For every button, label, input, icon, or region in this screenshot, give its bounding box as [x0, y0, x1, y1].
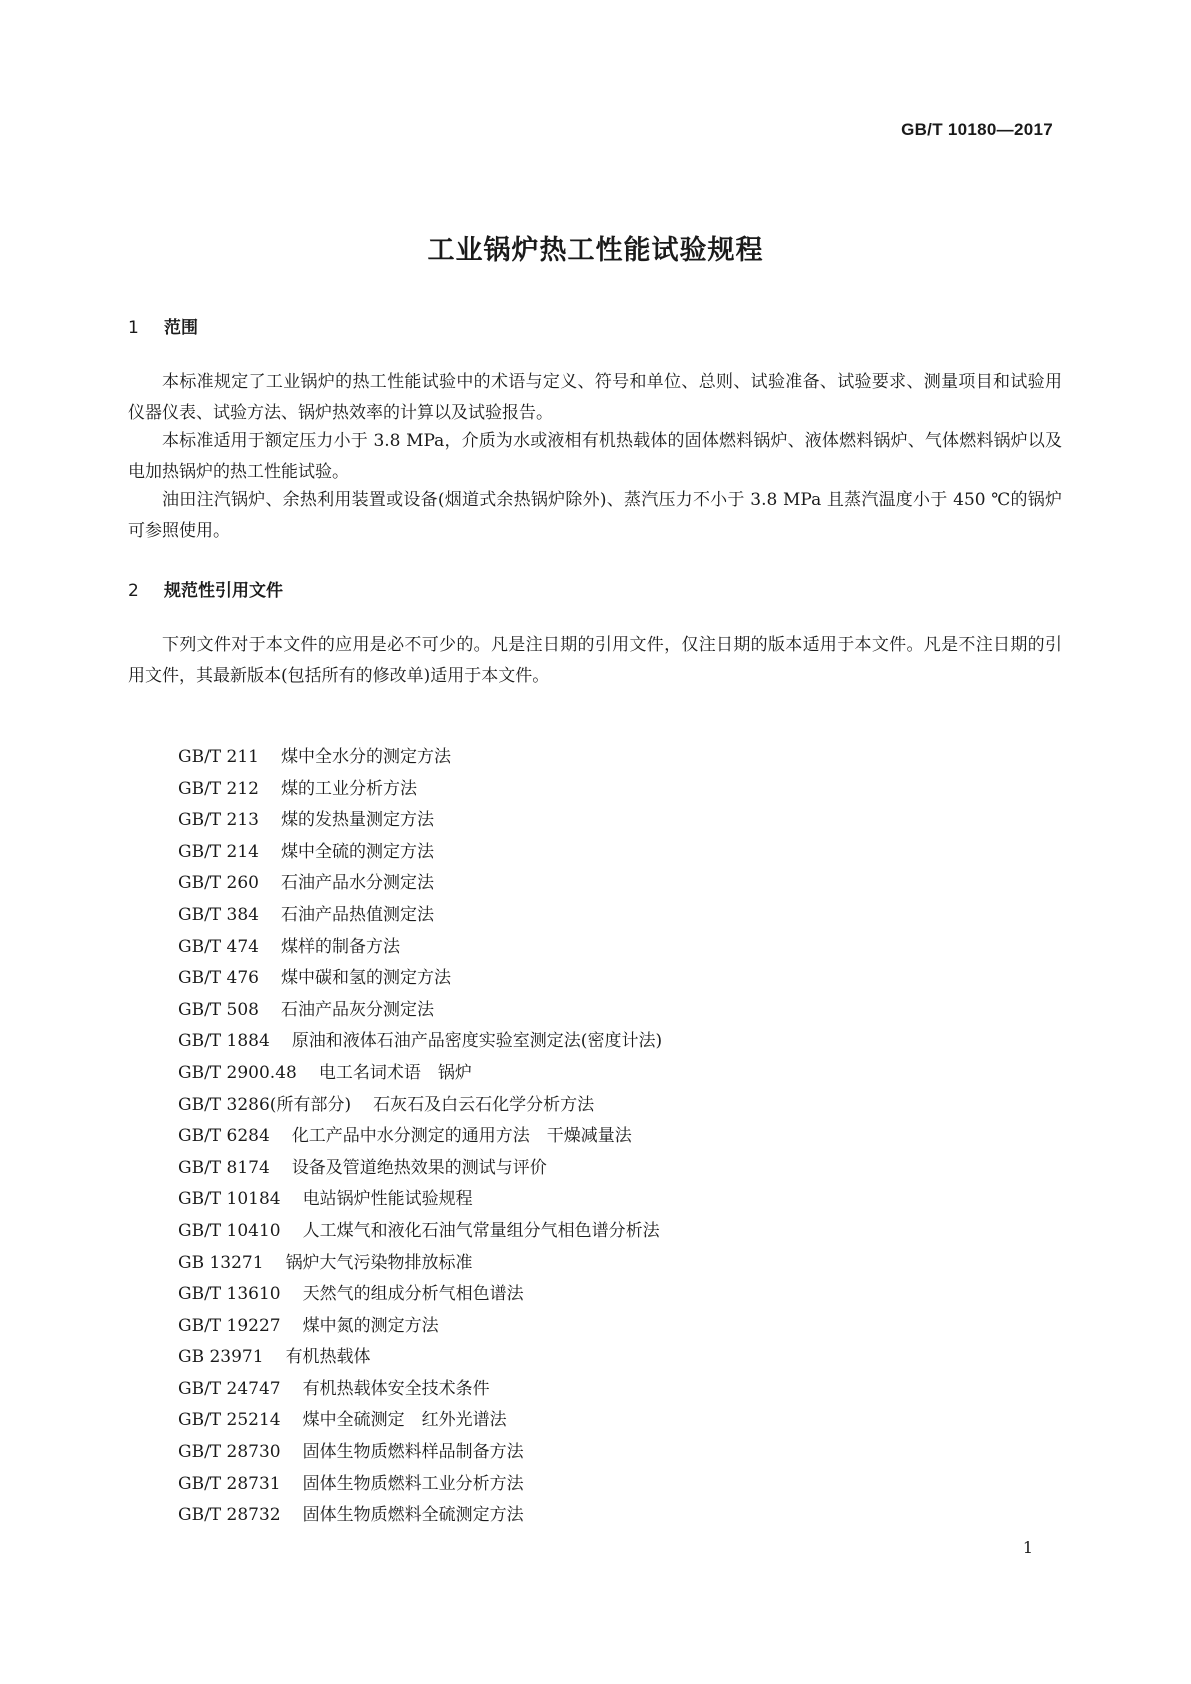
scope-paragraph: 本标准适用于额定压力小于 3.8 MPa，介质为水或液相有机热载体的固体燃料锅炉、液体燃料锅炉、气体燃料锅炉以及电加热锅炉的热工性能试验。 — [128, 431, 1062, 482]
reference-title: 固体生物质燃料全硫测定方法 — [302, 1505, 524, 1526]
reference-item — [178, 837, 662, 869]
reference-code: GB 13271 — [178, 1252, 264, 1273]
reference-item — [178, 1216, 662, 1248]
reference-title: 化工产品中水分测定的通用方法 干燥减量法 — [291, 1126, 632, 1147]
reference-title: 天然气的组成分析气相色谱法 — [302, 1284, 524, 1305]
reference-item — [178, 900, 662, 932]
reference-item — [178, 1342, 662, 1374]
reference-title: 煤中全硫测定 红外光谱法 — [302, 1410, 507, 1431]
reference-item — [178, 805, 662, 837]
reference-item — [178, 1026, 662, 1058]
reference-title: 原油和液体石油产品密度实验室测定法(密度计法) — [291, 1031, 663, 1052]
reference-item — [178, 742, 662, 774]
reference-code: GB/T 2900.48 — [178, 1062, 297, 1083]
reference-item — [178, 1405, 662, 1437]
reference-title: 电站锅炉性能试验规程 — [302, 1189, 473, 1210]
reference-title: 固体生物质燃料工业分析方法 — [302, 1473, 524, 1494]
reference-item — [178, 1311, 662, 1343]
reference-item — [178, 1374, 662, 1406]
standard-number: GB/T 10180—2017 — [901, 120, 1053, 139]
reference-list — [178, 742, 662, 1532]
reference-title: 煤中全硫的测定方法 — [281, 841, 434, 862]
reference-title: 电工名词术语 锅炉 — [318, 1062, 472, 1083]
reference-code: GB/T 28731 — [178, 1473, 281, 1494]
section-number: 2 — [128, 581, 139, 601]
reference-item — [178, 932, 662, 964]
reference-item — [178, 1058, 662, 1090]
reference-item — [178, 1248, 662, 1280]
reference-title: 煤的发热量测定方法 — [281, 810, 434, 831]
section-number: 1 — [128, 318, 139, 338]
reference-code: GB/T 19227 — [178, 1315, 281, 1336]
reference-code: GB/T 13610 — [178, 1284, 281, 1305]
reference-item — [178, 995, 662, 1027]
reference-code: GB/T 384 — [178, 904, 259, 925]
reference-title: 煤中全水分的测定方法 — [281, 747, 451, 767]
reference-title: 有机热载体 — [285, 1347, 371, 1368]
reference-item — [178, 1500, 662, 1532]
page-number: 1 — [1022, 1538, 1033, 1557]
reference-code: GB/T 10184 — [178, 1189, 281, 1210]
reference-code: GB/T 25214 — [178, 1410, 281, 1431]
reference-code: GB/T 211 — [178, 747, 259, 767]
references-intro-paragraph: 下列文件对于本文件的应用是必不可少的。凡是注日期的引用文件，仅注日期的版本适用于本文件。凡是不注日期的引用文件，其最新版本(包括所有的修改单)适用于本文件。 — [128, 635, 1062, 686]
reference-code: GB 23971 — [178, 1347, 264, 1368]
reference-code: GB/T 212 — [178, 778, 259, 799]
reference-item — [178, 1090, 662, 1122]
reference-item — [178, 1153, 662, 1185]
reference-code: GB/T 24747 — [178, 1378, 281, 1399]
reference-title: 煤的工业分析方法 — [281, 778, 417, 799]
reference-code: GB/T 3286(所有部分) — [178, 1094, 352, 1115]
section-heading-normative-references — [128, 576, 283, 601]
reference-title: 固体生物质燃料样品制备方法 — [302, 1442, 524, 1463]
reference-code: GB/T 508 — [178, 999, 259, 1020]
reference-item — [178, 868, 662, 900]
reference-item — [178, 1279, 662, 1311]
reference-code: GB/T 6284 — [178, 1126, 270, 1147]
reference-title: 石油产品水分测定法 — [281, 873, 434, 894]
reference-item — [178, 1469, 662, 1501]
reference-code: GB/T 10410 — [178, 1220, 281, 1241]
section-title: 范围 — [164, 318, 198, 338]
reference-item — [178, 774, 662, 806]
reference-item — [178, 1437, 662, 1469]
reference-title: 设备及管道绝热效果的测试与评价 — [291, 1157, 547, 1178]
document-title: 工业锅炉热工性能试验规程 — [427, 235, 764, 266]
reference-code: GB/T 213 — [178, 810, 259, 831]
reference-code: GB/T 474 — [178, 936, 259, 957]
reference-item — [178, 963, 662, 995]
reference-title: 煤中碳和氢的测定方法 — [281, 968, 451, 989]
reference-code: GB/T 8174 — [178, 1157, 270, 1178]
reference-title: 石灰石及白云石化学分析方法 — [373, 1094, 595, 1115]
reference-title: 煤样的制备方法 — [281, 936, 400, 957]
reference-item — [178, 1184, 662, 1216]
reference-code: GB/T 476 — [178, 968, 259, 989]
reference-code: GB/T 28732 — [178, 1505, 281, 1526]
reference-title: 人工煤气和液化石油气常量组分气相色谱分析法 — [302, 1220, 660, 1241]
section-title: 规范性引用文件 — [164, 581, 283, 601]
scope-paragraph: 本标准规定了工业锅炉的热工性能试验中的术语与定义、符号和单位、总则、试验准备、试验要求、测量项目和试验用仪器仪表、试验方法、锅炉热效率的计算以及试验报告。 — [128, 372, 1062, 423]
reference-title: 锅炉大气污染物排放标准 — [285, 1252, 473, 1273]
reference-title: 煤中氮的测定方法 — [302, 1315, 439, 1336]
reference-code: GB/T 28730 — [178, 1442, 281, 1463]
scope-paragraph: 油田注汽锅炉、余热利用装置或设备(烟道式余热锅炉除外)、蒸汽压力不小于 3.8 MPa 且蒸汽温度小于 450 ℃的锅炉可参照使用。 — [128, 490, 1062, 541]
reference-title: 石油产品灰分测定法 — [281, 999, 434, 1020]
reference-code: GB/T 260 — [178, 873, 259, 894]
reference-code: GB/T 1884 — [178, 1031, 270, 1052]
reference-code: GB/T 214 — [178, 841, 259, 862]
reference-item — [178, 1121, 662, 1153]
section-heading-scope — [128, 313, 198, 338]
reference-title: 有机热载体安全技术条件 — [302, 1378, 490, 1399]
reference-title: 石油产品热值测定法 — [281, 904, 434, 925]
